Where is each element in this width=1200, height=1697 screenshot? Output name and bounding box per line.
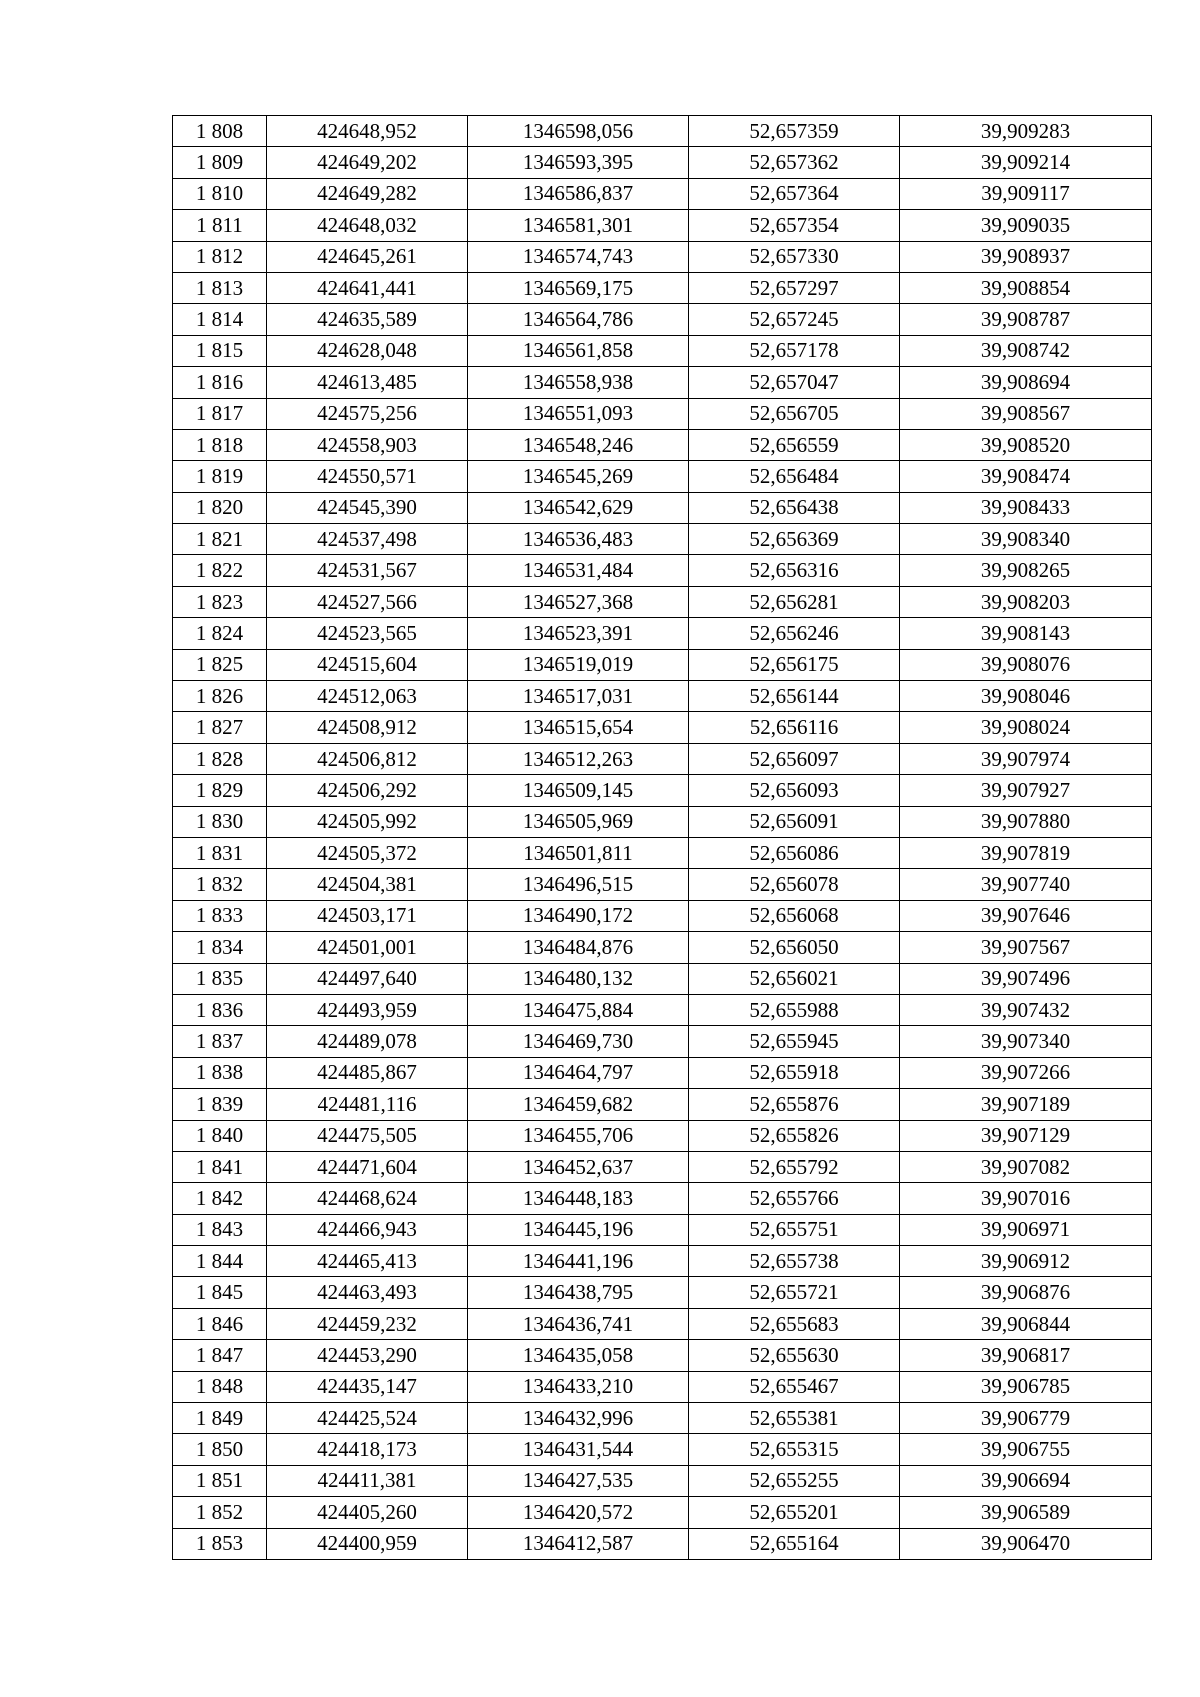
table-row [173,1497,1152,1528]
table-row [173,1277,1152,1308]
longitude-cell: 39,907740 [900,869,1152,900]
x-coordinate-cell: 424471,604 [267,1151,468,1182]
longitude-cell: 39,906844 [900,1308,1152,1339]
latitude-cell: 52,656068 [689,900,900,931]
longitude-cell: 39,909214 [900,147,1152,178]
point-number-cell: 1 852 [173,1497,267,1528]
y-coordinate-cell: 1346598,056 [468,116,689,147]
table-row [173,1340,1152,1371]
y-coordinate-cell: 1346412,587 [468,1528,689,1559]
x-coordinate-cell: 424649,202 [267,147,468,178]
latitude-cell: 52,655766 [689,1183,900,1214]
x-coordinate-cell: 424575,256 [267,398,468,429]
table-row [173,335,1152,366]
table-row [173,775,1152,806]
x-coordinate-cell: 424523,565 [267,618,468,649]
point-number-cell: 1 847 [173,1340,267,1371]
point-number-cell: 1 845 [173,1277,267,1308]
y-coordinate-cell: 1346427,535 [468,1465,689,1496]
x-coordinate-cell: 424425,524 [267,1403,468,1434]
point-number-cell: 1 850 [173,1434,267,1465]
table-row [173,367,1152,398]
latitude-cell: 52,655467 [689,1371,900,1402]
y-coordinate-cell: 1346501,811 [468,837,689,868]
longitude-cell: 39,907567 [900,932,1152,963]
latitude-cell: 52,656144 [689,681,900,712]
point-number-cell: 1 837 [173,1026,267,1057]
point-number-cell: 1 827 [173,712,267,743]
longitude-cell: 39,907082 [900,1151,1152,1182]
longitude-cell: 39,908787 [900,304,1152,335]
latitude-cell: 52,656559 [689,429,900,460]
latitude-cell: 52,656175 [689,649,900,680]
latitude-cell: 52,657297 [689,272,900,303]
table-row [173,1434,1152,1465]
x-coordinate-cell: 424506,812 [267,743,468,774]
x-coordinate-cell: 424550,571 [267,461,468,492]
y-coordinate-cell: 1346548,246 [468,429,689,460]
latitude-cell: 52,655738 [689,1246,900,1277]
y-coordinate-cell: 1346432,996 [468,1403,689,1434]
table-row [173,994,1152,1025]
point-number-cell: 1 853 [173,1528,267,1559]
table-row [173,524,1152,555]
y-coordinate-cell: 1346420,572 [468,1497,689,1528]
y-coordinate-cell: 1346469,730 [468,1026,689,1057]
latitude-cell: 52,655315 [689,1434,900,1465]
point-number-cell: 1 846 [173,1308,267,1339]
latitude-cell: 52,655630 [689,1340,900,1371]
y-coordinate-cell: 1346574,743 [468,241,689,272]
x-coordinate-cell: 424405,260 [267,1497,468,1528]
y-coordinate-cell: 1346593,395 [468,147,689,178]
table-row [173,1465,1152,1496]
table-row [173,869,1152,900]
table-row [173,492,1152,523]
y-coordinate-cell: 1346523,391 [468,618,689,649]
longitude-cell: 39,906694 [900,1465,1152,1496]
latitude-cell: 52,656281 [689,586,900,617]
longitude-cell: 39,908742 [900,335,1152,366]
point-number-cell: 1 817 [173,398,267,429]
longitude-cell: 39,907927 [900,775,1152,806]
y-coordinate-cell: 1346438,795 [468,1277,689,1308]
y-coordinate-cell: 1346431,544 [468,1434,689,1465]
x-coordinate-cell: 424468,624 [267,1183,468,1214]
y-coordinate-cell: 1346569,175 [468,272,689,303]
y-coordinate-cell: 1346527,368 [468,586,689,617]
x-coordinate-cell: 424527,566 [267,586,468,617]
point-number-cell: 1 831 [173,837,267,868]
x-coordinate-cell: 424489,078 [267,1026,468,1057]
longitude-cell: 39,906876 [900,1277,1152,1308]
latitude-cell: 52,657359 [689,116,900,147]
longitude-cell: 39,907129 [900,1120,1152,1151]
x-coordinate-cell: 424649,282 [267,178,468,209]
x-coordinate-cell: 424466,943 [267,1214,468,1245]
y-coordinate-cell: 1346496,515 [468,869,689,900]
table-row [173,900,1152,931]
point-number-cell: 1 809 [173,147,267,178]
x-coordinate-cell: 424648,952 [267,116,468,147]
y-coordinate-cell: 1346475,884 [468,994,689,1025]
y-coordinate-cell: 1346484,876 [468,932,689,963]
x-coordinate-cell: 424501,001 [267,932,468,963]
x-coordinate-cell: 424485,867 [267,1057,468,1088]
longitude-cell: 39,908694 [900,367,1152,398]
y-coordinate-cell: 1346445,196 [468,1214,689,1245]
latitude-cell: 52,655381 [689,1403,900,1434]
point-number-cell: 1 849 [173,1403,267,1434]
x-coordinate-cell: 424508,912 [267,712,468,743]
point-number-cell: 1 832 [173,869,267,900]
point-number-cell: 1 840 [173,1120,267,1151]
point-number-cell: 1 835 [173,963,267,994]
longitude-cell: 39,908076 [900,649,1152,680]
x-coordinate-cell: 424400,959 [267,1528,468,1559]
y-coordinate-cell: 1346435,058 [468,1340,689,1371]
longitude-cell: 39,907189 [900,1089,1152,1120]
coordinates-table [172,115,1152,1560]
longitude-cell: 39,906589 [900,1497,1152,1528]
latitude-cell: 52,656316 [689,555,900,586]
longitude-cell: 39,908265 [900,555,1152,586]
point-number-cell: 1 833 [173,900,267,931]
point-number-cell: 1 844 [173,1246,267,1277]
table-row [173,963,1152,994]
latitude-cell: 52,657178 [689,335,900,366]
longitude-cell: 39,907340 [900,1026,1152,1057]
y-coordinate-cell: 1346455,706 [468,1120,689,1151]
latitude-cell: 52,657047 [689,367,900,398]
x-coordinate-cell: 424459,232 [267,1308,468,1339]
y-coordinate-cell: 1346561,858 [468,335,689,366]
latitude-cell: 52,655876 [689,1089,900,1120]
table-row [173,586,1152,617]
y-coordinate-cell: 1346558,938 [468,367,689,398]
longitude-cell: 39,908854 [900,272,1152,303]
latitude-cell: 52,656369 [689,524,900,555]
table-row [173,1151,1152,1182]
y-coordinate-cell: 1346512,263 [468,743,689,774]
point-number-cell: 1 829 [173,775,267,806]
table-row [173,398,1152,429]
table-row [173,178,1152,209]
longitude-cell: 39,908143 [900,618,1152,649]
point-number-cell: 1 826 [173,681,267,712]
longitude-cell: 39,909117 [900,178,1152,209]
table-row [173,1214,1152,1245]
longitude-cell: 39,908024 [900,712,1152,743]
y-coordinate-cell: 1346448,183 [468,1183,689,1214]
x-coordinate-cell: 424515,604 [267,649,468,680]
longitude-cell: 39,906779 [900,1403,1152,1434]
x-coordinate-cell: 424645,261 [267,241,468,272]
longitude-cell: 39,906470 [900,1528,1152,1559]
latitude-cell: 52,656021 [689,963,900,994]
point-number-cell: 1 822 [173,555,267,586]
x-coordinate-cell: 424613,485 [267,367,468,398]
latitude-cell: 52,655826 [689,1120,900,1151]
longitude-cell: 39,907496 [900,963,1152,994]
x-coordinate-cell: 424558,903 [267,429,468,460]
point-number-cell: 1 841 [173,1151,267,1182]
table-row [173,1057,1152,1088]
point-number-cell: 1 808 [173,116,267,147]
x-coordinate-cell: 424505,372 [267,837,468,868]
x-coordinate-cell: 424411,381 [267,1465,468,1496]
point-number-cell: 1 836 [173,994,267,1025]
table-row [173,272,1152,303]
point-number-cell: 1 842 [173,1183,267,1214]
latitude-cell: 52,655751 [689,1214,900,1245]
x-coordinate-cell: 424512,063 [267,681,468,712]
point-number-cell: 1 848 [173,1371,267,1402]
point-number-cell: 1 830 [173,806,267,837]
longitude-cell: 39,908520 [900,429,1152,460]
table-row [173,649,1152,680]
table-row [173,304,1152,335]
longitude-cell: 39,908474 [900,461,1152,492]
latitude-cell: 52,656116 [689,712,900,743]
latitude-cell: 52,656093 [689,775,900,806]
table-row [173,1089,1152,1120]
table-row [173,1371,1152,1402]
point-number-cell: 1 816 [173,367,267,398]
latitude-cell: 52,655201 [689,1497,900,1528]
longitude-cell: 39,909283 [900,116,1152,147]
x-coordinate-cell: 424641,441 [267,272,468,303]
latitude-cell: 52,657354 [689,210,900,241]
point-number-cell: 1 843 [173,1214,267,1245]
y-coordinate-cell: 1346464,797 [468,1057,689,1088]
longitude-cell: 39,907432 [900,994,1152,1025]
y-coordinate-cell: 1346433,210 [468,1371,689,1402]
latitude-cell: 52,656091 [689,806,900,837]
y-coordinate-cell: 1346509,145 [468,775,689,806]
point-number-cell: 1 838 [173,1057,267,1088]
latitude-cell: 52,655988 [689,994,900,1025]
table-row [173,241,1152,272]
longitude-cell: 39,908567 [900,398,1152,429]
table-row [173,1120,1152,1151]
y-coordinate-cell: 1346480,132 [468,963,689,994]
latitude-cell: 52,656097 [689,743,900,774]
point-number-cell: 1 823 [173,586,267,617]
longitude-cell: 39,906785 [900,1371,1152,1402]
table-row [173,555,1152,586]
longitude-cell: 39,906912 [900,1246,1152,1277]
x-coordinate-cell: 424453,290 [267,1340,468,1371]
x-coordinate-cell: 424481,116 [267,1089,468,1120]
longitude-cell: 39,908203 [900,586,1152,617]
latitude-cell: 52,656484 [689,461,900,492]
longitude-cell: 39,908433 [900,492,1152,523]
point-number-cell: 1 820 [173,492,267,523]
x-coordinate-cell: 424463,493 [267,1277,468,1308]
latitude-cell: 52,656705 [689,398,900,429]
point-number-cell: 1 828 [173,743,267,774]
longitude-cell: 39,909035 [900,210,1152,241]
latitude-cell: 52,655255 [689,1465,900,1496]
latitude-cell: 52,655683 [689,1308,900,1339]
longitude-cell: 39,908046 [900,681,1152,712]
point-number-cell: 1 815 [173,335,267,366]
table-row [173,681,1152,712]
point-number-cell: 1 819 [173,461,267,492]
x-coordinate-cell: 424504,381 [267,869,468,900]
point-number-cell: 1 812 [173,241,267,272]
x-coordinate-cell: 424648,032 [267,210,468,241]
y-coordinate-cell: 1346564,786 [468,304,689,335]
table-row [173,1528,1152,1559]
longitude-cell: 39,907646 [900,900,1152,931]
table-row [173,429,1152,460]
point-number-cell: 1 824 [173,618,267,649]
latitude-cell: 52,657330 [689,241,900,272]
x-coordinate-cell: 424505,992 [267,806,468,837]
x-coordinate-cell: 424537,498 [267,524,468,555]
table-row [173,461,1152,492]
x-coordinate-cell: 424493,959 [267,994,468,1025]
x-coordinate-cell: 424531,567 [267,555,468,586]
point-number-cell: 1 813 [173,272,267,303]
y-coordinate-cell: 1346531,484 [468,555,689,586]
y-coordinate-cell: 1346536,483 [468,524,689,555]
table-row [173,712,1152,743]
point-number-cell: 1 839 [173,1089,267,1120]
x-coordinate-cell: 424465,413 [267,1246,468,1277]
latitude-cell: 52,655918 [689,1057,900,1088]
latitude-cell: 52,656050 [689,932,900,963]
y-coordinate-cell: 1346436,741 [468,1308,689,1339]
longitude-cell: 39,906817 [900,1340,1152,1371]
coordinates-table-body [173,116,1152,1560]
point-number-cell: 1 851 [173,1465,267,1496]
table-row [173,1026,1152,1057]
x-coordinate-cell: 424635,589 [267,304,468,335]
longitude-cell: 39,907266 [900,1057,1152,1088]
longitude-cell: 39,906755 [900,1434,1152,1465]
longitude-cell: 39,908340 [900,524,1152,555]
table-row [173,210,1152,241]
table-row [173,1183,1152,1214]
latitude-cell: 52,655721 [689,1277,900,1308]
x-coordinate-cell: 424506,292 [267,775,468,806]
x-coordinate-cell: 424418,173 [267,1434,468,1465]
latitude-cell: 52,656078 [689,869,900,900]
x-coordinate-cell: 424435,147 [267,1371,468,1402]
y-coordinate-cell: 1346452,637 [468,1151,689,1182]
table-row [173,806,1152,837]
table-row [173,147,1152,178]
point-number-cell: 1 834 [173,932,267,963]
longitude-cell: 39,907016 [900,1183,1152,1214]
x-coordinate-cell: 424475,505 [267,1120,468,1151]
table-row [173,1246,1152,1277]
table-row [173,116,1152,147]
point-number-cell: 1 810 [173,178,267,209]
table-row [173,837,1152,868]
table-row [173,618,1152,649]
y-coordinate-cell: 1346586,837 [468,178,689,209]
x-coordinate-cell: 424497,640 [267,963,468,994]
point-number-cell: 1 821 [173,524,267,555]
table-row [173,743,1152,774]
y-coordinate-cell: 1346519,019 [468,649,689,680]
point-number-cell: 1 811 [173,210,267,241]
table-row [173,1403,1152,1434]
longitude-cell: 39,907880 [900,806,1152,837]
longitude-cell: 39,906971 [900,1214,1152,1245]
table-row [173,1308,1152,1339]
y-coordinate-cell: 1346459,682 [468,1089,689,1120]
y-coordinate-cell: 1346542,629 [468,492,689,523]
y-coordinate-cell: 1346581,301 [468,210,689,241]
latitude-cell: 52,655164 [689,1528,900,1559]
x-coordinate-cell: 424545,390 [267,492,468,523]
latitude-cell: 52,656438 [689,492,900,523]
y-coordinate-cell: 1346551,093 [468,398,689,429]
y-coordinate-cell: 1346441,196 [468,1246,689,1277]
latitude-cell: 52,657245 [689,304,900,335]
longitude-cell: 39,907974 [900,743,1152,774]
latitude-cell: 52,657362 [689,147,900,178]
y-coordinate-cell: 1346490,172 [468,900,689,931]
point-number-cell: 1 825 [173,649,267,680]
x-coordinate-cell: 424628,048 [267,335,468,366]
y-coordinate-cell: 1346517,031 [468,681,689,712]
table-row [173,932,1152,963]
latitude-cell: 52,656086 [689,837,900,868]
point-number-cell: 1 814 [173,304,267,335]
y-coordinate-cell: 1346505,969 [468,806,689,837]
y-coordinate-cell: 1346545,269 [468,461,689,492]
point-number-cell: 1 818 [173,429,267,460]
latitude-cell: 52,657364 [689,178,900,209]
latitude-cell: 52,655792 [689,1151,900,1182]
longitude-cell: 39,907819 [900,837,1152,868]
y-coordinate-cell: 1346515,654 [468,712,689,743]
latitude-cell: 52,655945 [689,1026,900,1057]
longitude-cell: 39,908937 [900,241,1152,272]
x-coordinate-cell: 424503,171 [267,900,468,931]
latitude-cell: 52,656246 [689,618,900,649]
